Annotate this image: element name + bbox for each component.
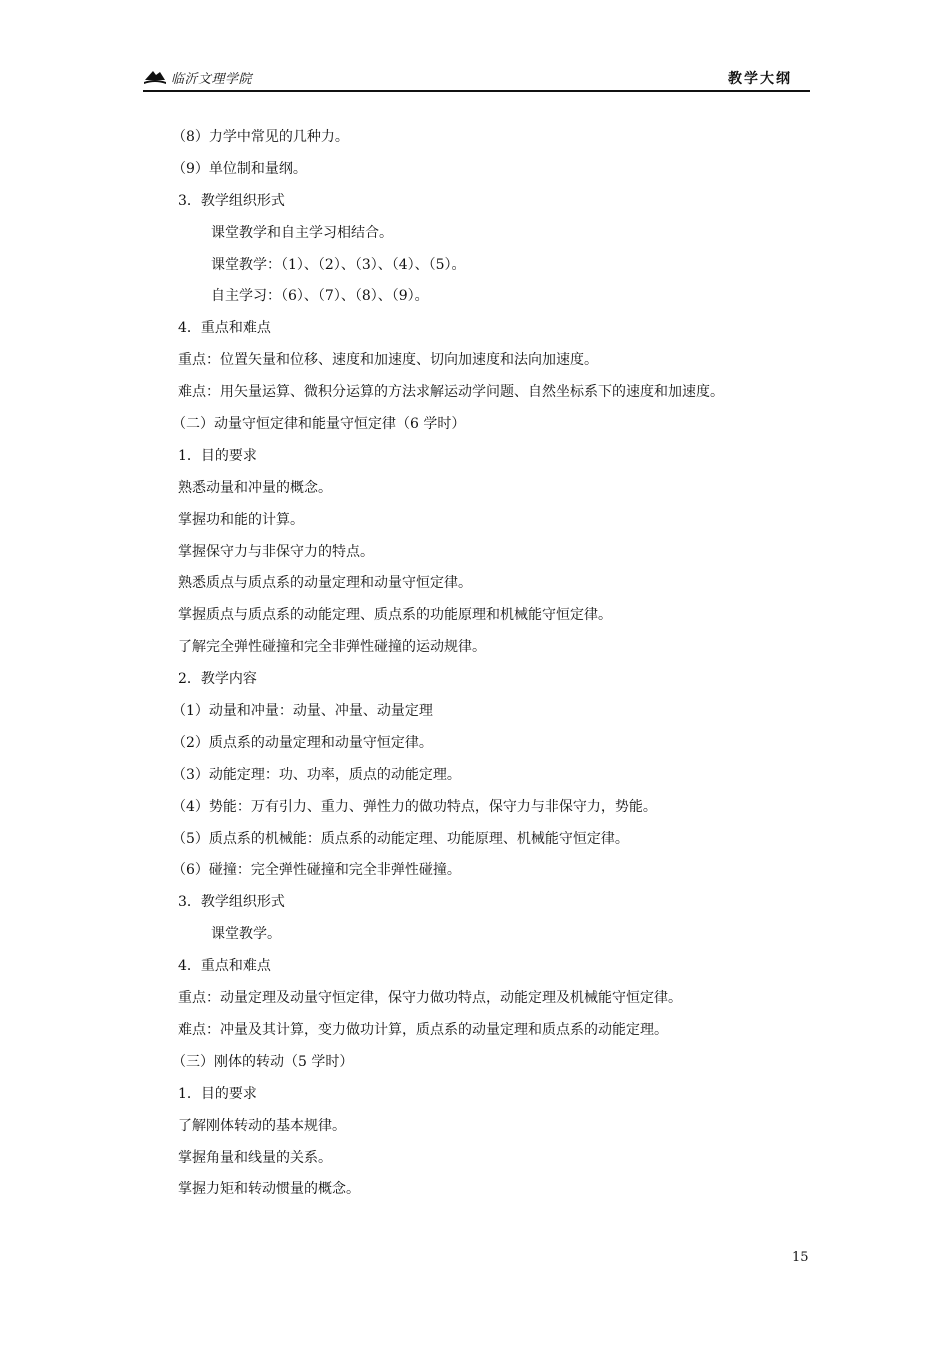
section-heading: 3．教学组织形式 [178, 894, 285, 911]
paragraph: 熟悉动量和冲量的概念。 [178, 479, 332, 496]
list-item: （6）碰撞：完全弹性碰撞和完全非弹性碰撞。 [172, 862, 461, 879]
paragraph: 掌握角量和线量的关系。 [178, 1149, 332, 1166]
header-rule [143, 90, 810, 92]
paragraph: 课堂教学和自主学习相结合。 [211, 224, 393, 241]
logo-text: 临沂文理学院 [171, 71, 253, 87]
paragraph: 难点：冲量及其计算，变力做功计算，质点系的动量定理和质点系的动能定理。 [178, 1021, 668, 1038]
paragraph: 掌握功和能的计算。 [178, 511, 304, 528]
paragraph: 了解完全弹性碰撞和完全非弹性碰撞的运动规律。 [178, 639, 486, 656]
paragraph: 了解刚体转动的基本规律。 [178, 1117, 346, 1134]
page-body [172, 122, 818, 1206]
list-item: （2）质点系的动量定理和动量守恒定律。 [172, 734, 433, 751]
list-item: （8）力学中常见的几种力。 [172, 129, 349, 145]
paragraph: 重点：动量定理及动量守恒定律，保守力做功特点，动能定理及机械能守恒定律。 [178, 990, 682, 1007]
chapter-heading: （二）动量守恒定律和能量守恒定律（6 学时） [172, 416, 466, 433]
list-item: （9）单位制和量纲。 [172, 160, 307, 177]
school-logo [143, 66, 252, 88]
section-heading: 2．教学内容 [178, 671, 257, 688]
section-heading: 4．重点和难点 [178, 958, 271, 975]
section-heading: 4．重点和难点 [178, 320, 271, 337]
paragraph: 重点：位置矢量和位移、速度和加速度、切向加速度和法向加速度。 [178, 352, 598, 369]
paragraph: 自主学习：（6）、（7）、（8）、（9）。 [211, 288, 429, 305]
paragraph: 课堂教学：（1）、（2）、（3）、（4）、（5）。 [211, 256, 466, 273]
paragraph: 熟悉质点与质点系的动量定理和动量守恒定律。 [178, 575, 472, 592]
page-header [143, 64, 810, 92]
paragraph: 课堂教学。 [211, 926, 281, 943]
section-heading: 1．目的要求 [178, 447, 257, 464]
paragraph: 掌握质点与质点系的动能定理、质点系的功能原理和机械能守恒定律。 [178, 607, 612, 624]
list-item: （3）动能定理：功、功率，质点的动能定理。 [172, 766, 461, 783]
logo-mark-icon [143, 68, 167, 86]
page-number: 15 [792, 1250, 809, 1265]
list-item: （5）质点系的机械能：质点系的动能定理、功能原理、机械能守恒定律。 [172, 830, 629, 847]
section-heading: 3．教学组织形式 [178, 192, 285, 209]
list-item: （1）动量和冲量：动量、冲量、动量定理 [172, 703, 433, 720]
paragraph: 掌握保守力与非保守力的特点。 [178, 543, 374, 560]
list-item: （4）势能：万有引力、重力、弹性力的做功特点，保守力与非保守力，势能。 [172, 798, 657, 815]
paragraph: 掌握力矩和转动惯量的概念。 [178, 1181, 360, 1198]
header-title: 教学大纲 [728, 71, 792, 87]
section-heading: 1．目的要求 [178, 1085, 257, 1102]
paragraph: 难点：用矢量运算、微积分运算的方法求解运动学问题、自然坐标系下的速度和加速度。 [178, 384, 724, 401]
chapter-heading: （三）刚体的转动（5 学时） [172, 1053, 354, 1070]
